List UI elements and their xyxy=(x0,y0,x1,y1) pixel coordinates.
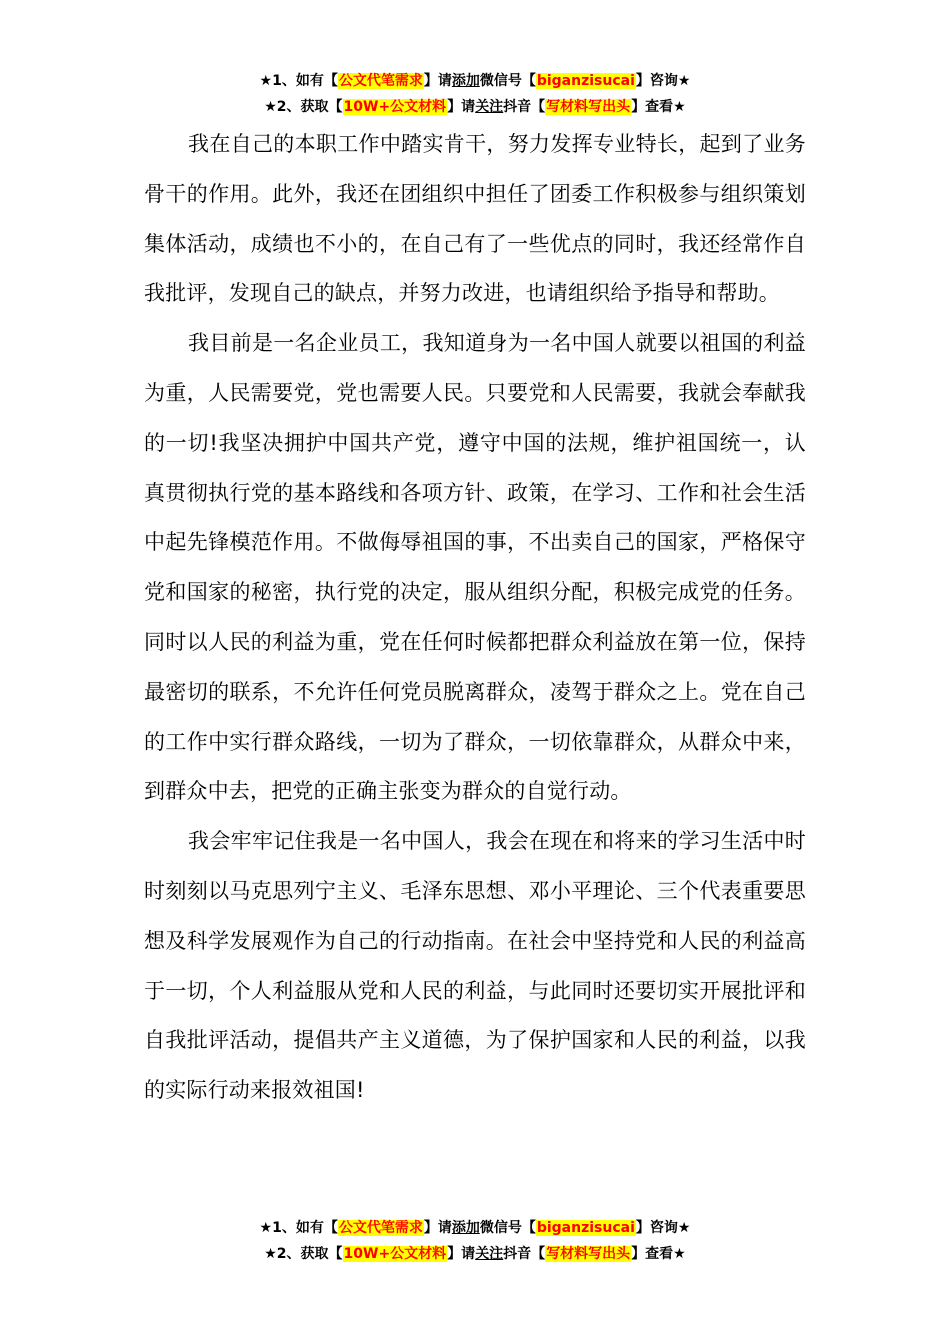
banner-text: 微信号【 xyxy=(479,73,536,89)
highlight-materials: 10W+公文材料 xyxy=(343,99,447,115)
underlined-text: 添加 xyxy=(451,1220,480,1236)
underlined-text: 添加 xyxy=(451,73,480,89)
highlight-wechat-id: biganzisucai xyxy=(536,1220,635,1236)
banner-text: 】请 xyxy=(447,99,476,115)
banner-text: ★1、如有【 xyxy=(259,1220,338,1236)
header-banner xyxy=(0,68,950,120)
banner-text: ★1、如有【 xyxy=(259,73,338,89)
underlined-text: 关注 xyxy=(475,99,504,115)
highlight-douyin-id: 写材料写出头 xyxy=(546,99,631,115)
banner-text: 微信号【 xyxy=(479,1220,536,1236)
banner-text: 】查看★ xyxy=(631,1246,686,1262)
banner-text: 】咨询★ xyxy=(635,1220,691,1236)
banner-text: 抖音【 xyxy=(503,99,546,115)
banner-line-2 xyxy=(0,94,950,120)
footer-banner xyxy=(0,1215,950,1267)
paragraph-3: 我会牢牢记住我是一名中国人，我会在现在和将来的学习生活中时时刻刻以马克思列宁主义、毛泽东思想、邓小平理论、三个代表重要思想及科学发展观作为自己的行动指南。在社会中坚持党和人民的利益高于一切，个人利益服从党和人民的利益，与此同时还要切实开展批评和自我批评活动，提倡共产主义道德，为了保护国家和人民的利益，以我的实际行动来报效祖国! xyxy=(144,829,806,1103)
banner-text: 】请 xyxy=(423,1220,452,1236)
banner-text: 】请 xyxy=(447,1246,476,1262)
banner-text: 】查看★ xyxy=(631,99,686,115)
highlight-service: 公文代笔需求 xyxy=(338,1220,423,1236)
banner-line-1 xyxy=(0,68,950,94)
highlight-service: 公文代笔需求 xyxy=(338,73,423,89)
banner-text: 】咨询★ xyxy=(635,73,691,89)
banner-text: ★2、获取【 xyxy=(264,1246,343,1262)
banner-line-1 xyxy=(0,1215,950,1241)
document-body xyxy=(144,120,806,1116)
paragraph-1: 我在自己的本职工作中踏实肯干，努力发挥专业特长，起到了业务骨干的作用。此外，我还在团组织中担任了团委工作积极参与组织策划集体活动，成绩也不小的，在自己有了一些优点的同时，我还经常作自我批评，发现自己的缺点，并努力改进，也请组织给予指导和帮助。 xyxy=(144,132,806,306)
banner-text: ★2、获取【 xyxy=(264,99,343,115)
banner-text: 抖音【 xyxy=(503,1246,546,1262)
highlight-materials: 10W+公文材料 xyxy=(343,1246,447,1262)
highlight-wechat-id: biganzisucai xyxy=(536,73,635,89)
banner-text: 】请 xyxy=(423,73,452,89)
underlined-text: 关注 xyxy=(475,1246,504,1262)
paragraph-2: 我目前是一名企业员工，我知道身为一名中国人就要以祖国的利益为重，人民需要党，党也需要人民。只要党和人民需要，我就会奉献我的一切!我坚决拥护中国共产党，遵守中国的法规，维护祖国统一，认真贯彻执行党的基本路线和各项方针、政策，在学习、工作和社会生活中起先锋模范作用。不做侮辱祖国的事，不出卖自己的国家，严格保守党和国家的秘密，执行党的决定，服从组织分配，积极完成党的任务。同时以人民的利益为重，党在任何时候都把群众利益放在第一位，保持最密切的联系，不允许任何党员脱离群众，凌驾于群众之上。党在自己的工作中实行群众路线，一切为了群众，一切依靠群众，从群众中来，到群众中去，把党的正确主张变为群众的自觉行动。 xyxy=(144,331,806,804)
banner-line-2 xyxy=(0,1241,950,1267)
highlight-douyin-id: 写材料写出头 xyxy=(546,1246,631,1262)
